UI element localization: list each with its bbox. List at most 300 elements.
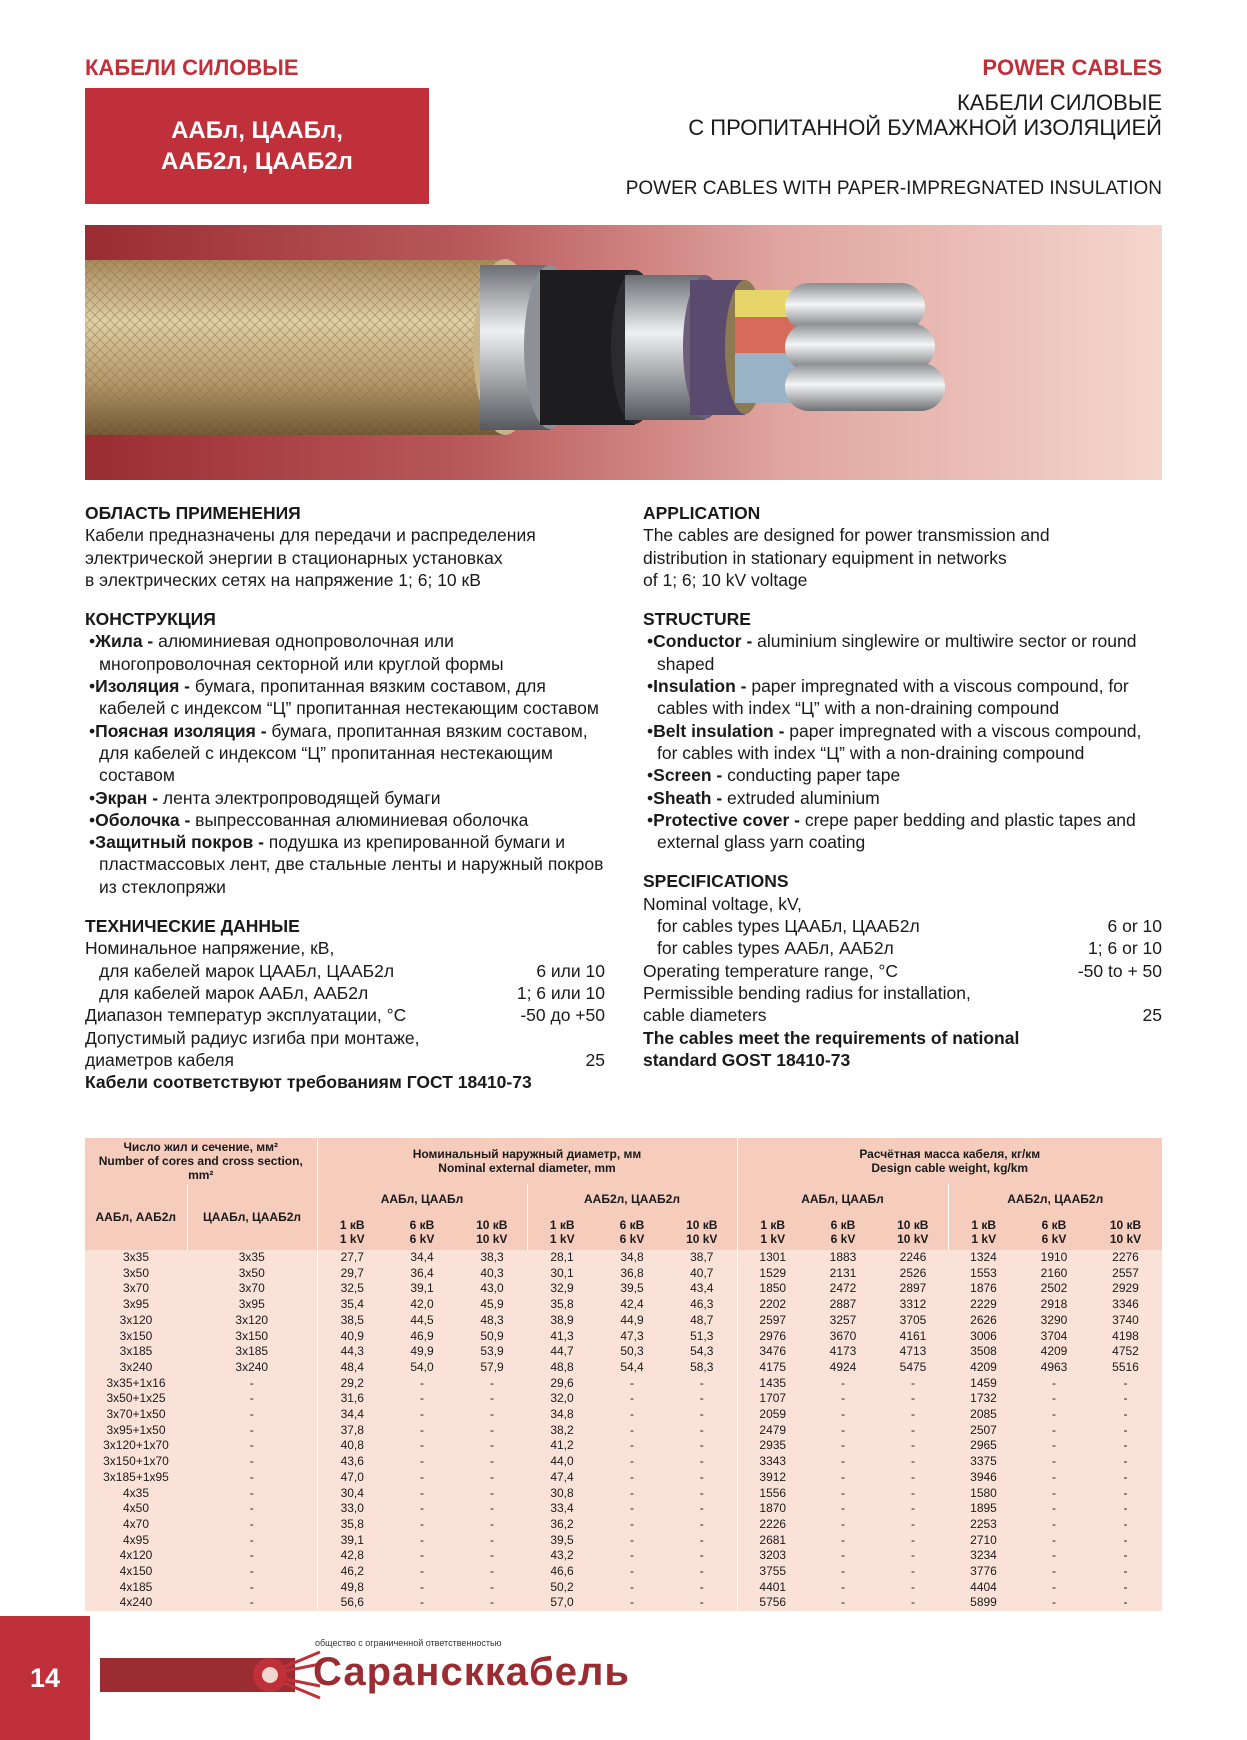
ru-column: ОБЛАСТЬ ПРИМЕНЕНИЯ Кабели предназначены для передачи и распределения электрической энергии в стационарных установках в электрических сетях на напряжение 1; 6; 10 кВ КОНСТРУКЦИЯ •Жила - алюминиевая однопроволочная или многопроволочная секторной или круглой формы •Изоляция - бумага, пропитанная вязким составом, для кабелей с индексом “Ц” пропитанная нестекающим составом •Поясная изоляция - бумага, пропитанная вязким составом, для кабелей с индексом “Ц” пропитанная нестекающим составом •Экран - лента электропроводящей бумаги •Оболочка - выпрессованная алюминиевая оболочка •Защитный покров - подушка из крепированной бумаги и пластмассовых лент, две стальные ленты и наружный покров из стеклопряжи ТЕХНИЧЕСКИЕ ДАННЫЕ Номинальное напряжение, кВ, для кабелей марок ЦААБл, ЦААБ2л 6 или 10 для кабелей марок ААБл, ААБ2л 1; 6 или 10 Диапазон температур эксплуатации, °С -50 до +50 Допустимый радиус изгиба при монтаже, диаметров кабеля 25 Кабели соответствуют требованиям ГОСТ 18410-73 [85,503,605,1093]
table-cell: - [1123,1579,1128,1594]
voltage-header: 1 кВ 1 kV [948,1214,1019,1250]
table-cell: - [630,1422,634,1437]
voltage-header: 10 кВ 10 kV [457,1214,527,1250]
table-cell: 4924 [829,1359,857,1374]
table-cell: 32,5 [340,1281,364,1296]
table-row [85,1564,1162,1580]
table-cell: - [187,1486,317,1502]
table-cell: 3912 [759,1469,787,1484]
ru-gost-note: Кабели соответствуют требованиям ГОСТ 18410-73 [85,1072,532,1093]
table-cell: 41,2 [550,1438,574,1453]
table-cell: 3704 [1040,1328,1068,1343]
table-cell: - [490,1375,494,1390]
table-cell: 40,8 [340,1438,364,1453]
table-cell: 4х185 [119,1579,153,1594]
table-cell: 3х120 [119,1312,153,1327]
table-cell: 3х185 [187,1344,317,1360]
table-cell: - [911,1564,915,1579]
table-cell: 57,0 [550,1595,574,1610]
table-cell: 2526 [899,1265,927,1280]
table-cell: 2929 [1112,1281,1139,1296]
table-cell: 38,5 [340,1312,364,1327]
table-cell: 2681 [759,1532,787,1547]
table-cell: 4404 [970,1579,997,1594]
table-cell: - [490,1438,494,1453]
list-item: •Экран - лента электропроводящей бумаги [89,787,441,808]
table-cell: 40,7 [667,1266,737,1282]
table-cell: 1876 [970,1281,997,1296]
section-title-en: POWER CABLES [982,55,1162,80]
company-logo [95,1630,695,1720]
table-cell: - [841,1579,845,1594]
table-cell: - [841,1407,845,1422]
table-cell: - [1052,1485,1056,1500]
table-cell: 3х120+1х70 [103,1438,169,1453]
table-cell: 3257 [829,1312,857,1327]
table-cell: - [1052,1407,1056,1422]
table-cell: - [490,1595,494,1610]
table-cell: - [1052,1579,1056,1594]
table-cell: - [420,1422,424,1437]
table-cell: 54,3 [667,1344,737,1360]
table-cell: - [1052,1548,1056,1563]
table-row [85,1281,1162,1297]
table-cell: 4752 [1112,1344,1139,1359]
table-cell: 34,4 [410,1250,434,1264]
list-item: •Поясная изоляция - бумага, пропитанная вязким составом, для кабелей с индексом “Ц” пропитанная нестекающим составом [89,720,588,786]
table-cell: 2085 [970,1407,997,1422]
table-cell: 3х70 [187,1281,317,1297]
table-cell: 38,3 [480,1250,504,1264]
table-cell: 48,3 [480,1312,504,1327]
list-item: •Conductor - aluminium singlewire or multiwire sector or round shaped [647,631,1137,674]
table-cell: 36,4 [410,1265,434,1280]
table-cell: 43,6 [340,1454,364,1469]
table-row [85,1407,1162,1423]
table-cell: - [490,1564,494,1579]
table-cell: 3006 [970,1328,997,1343]
table-cell: - [841,1422,845,1437]
table-cell: 29,7 [340,1265,364,1280]
table-cell: 46,2 [340,1564,364,1579]
table-row [85,1360,1162,1376]
voltage-header: 6 кВ 6 kV [597,1214,667,1250]
table-cell: 39,1 [340,1532,364,1547]
table-cell: 1553 [970,1265,997,1280]
table-cell: 40,9 [340,1328,364,1343]
table-cell: 34,8 [620,1250,644,1264]
table-cell: 44,0 [550,1454,574,1469]
table-cell: - [490,1501,494,1516]
table-cell: - [1052,1422,1056,1437]
table-cell: 45,9 [480,1297,504,1312]
table-cell: - [490,1485,494,1500]
table-cell: 46,3 [667,1297,737,1313]
table-cell: 3х70+1х50 [106,1407,166,1422]
table-cell: - [1052,1501,1056,1516]
voltage-header: 1 кВ 1 kV [737,1214,808,1250]
table-cell: 3375 [970,1454,997,1469]
table-cell: - [1052,1438,1056,1453]
table-cell: 54,4 [620,1359,644,1374]
table-row [85,1595,1162,1611]
table-cell: - [490,1422,494,1437]
table-cell: 48,7 [667,1313,737,1329]
header-mass: Расчётная масса кабеля, кг/км Design cable weight, kg/km [737,1138,1162,1184]
voltage-header: 10 кВ 10 kV [1089,1214,1162,1250]
brand-line-1: ААБл, ЦААБл, [171,117,343,144]
table-cell: 2472 [829,1281,857,1296]
table-cell: - [667,1470,737,1486]
table-cell: 4х120 [119,1548,153,1563]
table-cell: 3х150 [119,1328,153,1343]
table-cell: 3755 [759,1564,787,1579]
table-cell: - [187,1391,317,1407]
ru-spec-title: ТЕХНИЧЕСКИЕ ДАННЫЕ [85,916,300,937]
table-cell: 1324 [970,1250,997,1264]
table-cell: 49,8 [340,1579,364,1594]
table-cell: 3х150 [187,1329,317,1345]
table-cell: 42,0 [410,1297,434,1312]
table-cell: - [1123,1469,1128,1484]
table-cell: 48,8 [550,1359,574,1374]
table-cell: 30,1 [550,1265,574,1280]
table-cell: 28,1 [550,1250,574,1264]
table-cell: - [187,1533,317,1549]
table-cell: - [841,1438,845,1453]
table-cell: 4175 [759,1359,787,1374]
table-cell: 3203 [759,1548,787,1563]
table-cell: 4963 [1040,1359,1068,1374]
table-cell: - [187,1517,317,1533]
table-cell: 3290 [1040,1312,1068,1327]
table-cell: - [630,1454,634,1469]
voltage-header: 10 кВ 10 kV [878,1214,948,1250]
table-cell: 4401 [759,1579,787,1594]
table-cell: - [187,1548,317,1564]
subtitle-ru: КАБЕЛИ СИЛОВЫЕ С ПРОПИТАННОЙ БУМАЖНОЙ ИЗОЛЯЦИЕЙ [688,90,1162,140]
table-cell: 29,2 [340,1375,364,1390]
table-cell: 2131 [829,1265,857,1280]
table-cell: 1850 [759,1281,787,1296]
table-cell: 40,3 [480,1265,504,1280]
list-item: •Защитный покров - подушка из крепированной бумаги и пластмассовых лент, две стальные ленты и наружный покров из стеклопряжи [89,832,604,897]
ru-structure-title: КОНСТРУКЦИЯ [85,609,216,630]
table-cell: - [911,1485,915,1500]
table-cell: - [187,1564,317,1580]
table-cell: - [1052,1516,1056,1531]
subtitle-en: POWER CABLES WITH PAPER-IMPREGNATED INSULATION [625,178,1162,199]
table-cell: 30,8 [550,1485,574,1500]
table-cell: - [667,1595,737,1611]
table-row [85,1501,1162,1517]
table-cell: - [667,1533,737,1549]
table-cell: - [630,1501,634,1516]
table-cell: - [841,1595,845,1610]
table-cell: - [1123,1595,1128,1610]
table-cell: 41,3 [550,1328,574,1343]
table-cell: 47,4 [550,1469,574,1484]
table-cell: 2229 [970,1297,997,1312]
voltage-header: 6 кВ 6 kV [387,1214,457,1250]
table-cell: - [490,1579,494,1594]
table-cell: - [630,1391,634,1406]
table-cell: 3х35+1х16 [106,1375,166,1390]
table-cell: 47,0 [340,1469,364,1484]
table-cell: - [841,1469,845,1484]
table-cell: - [420,1454,424,1469]
en-structure-title: STRUCTURE [643,609,751,630]
en-application-title: APPLICATION [643,503,761,523]
table-cell: 1870 [759,1501,787,1516]
table-cell: - [911,1532,915,1547]
table-cell: - [1052,1532,1056,1547]
table-cell: - [1123,1422,1128,1437]
table-cell: 3х50+1х25 [106,1391,166,1406]
table-cell: - [911,1391,915,1406]
table-cell: 4173 [829,1344,857,1359]
table-cell: 48,4 [340,1359,364,1374]
table-cell: 31,6 [340,1391,364,1406]
table-cell: - [841,1454,845,1469]
table-row [85,1454,1162,1470]
table-cell: - [911,1579,915,1594]
table-cell: - [490,1454,494,1469]
table-cell: 36,8 [620,1265,644,1280]
table-cell: - [841,1501,845,1516]
table-cell: 32,9 [550,1281,574,1296]
table-cell: 42,8 [340,1548,364,1563]
table-cell: 3х35 [122,1250,150,1264]
table-cell: 4х50 [122,1501,150,1516]
table-cell: 3х185+1х95 [103,1469,169,1484]
table-cell: 5756 [759,1595,787,1610]
table-cell: - [667,1423,737,1439]
table-cell: 43,4 [667,1281,737,1297]
table-cell: - [1052,1454,1056,1469]
table-cell: 3х50 [187,1266,317,1282]
table-row [85,1329,1162,1345]
table-cell: - [1123,1516,1128,1531]
table-cell: - [667,1454,737,1470]
header-caabl: ЦААБл, ЦААБ2л [187,1184,317,1250]
table-cell: - [1052,1469,1056,1484]
table-cell: - [630,1548,634,1563]
table-cell: - [911,1407,915,1422]
table-cell: - [667,1564,737,1580]
table-cell: 2557 [1112,1265,1139,1280]
en-gost-note-1: The cables meet the requirements of national [643,1027,1020,1048]
table-cell: 38,2 [550,1422,574,1437]
voltage-header: 6 кВ 6 kV [1019,1214,1089,1250]
table-cell: 1707 [759,1391,787,1406]
table-cell: 2160 [1040,1265,1068,1280]
table-cell: 34,8 [550,1407,574,1422]
table-cell: - [420,1407,424,1422]
table-cell: 2918 [1040,1297,1068,1312]
table-cell: 38,9 [550,1312,574,1327]
table-cell: 3х95+1х50 [106,1422,166,1437]
table-cell: - [911,1516,915,1531]
table-row [85,1580,1162,1596]
en-gost-note-2: standard GOST 18410-73 [643,1049,851,1070]
list-item: •Belt insulation - paper impregnated with a viscous compound, for cables with index “Ц” with a non-draining compound [647,720,1142,763]
table-cell: - [667,1517,737,1533]
table-cell: 4х150 [119,1564,153,1579]
list-item: •Жила - алюминиевая однопроволочная или многопроволочная секторной или круглой формы [89,631,504,674]
table-cell: 30,4 [340,1485,364,1500]
table-cell: 46,9 [410,1328,434,1343]
table-cell: 2502 [1040,1281,1068,1296]
table-cell: 1580 [970,1485,997,1500]
table-cell: 3х185 [119,1344,153,1359]
table-cell: - [667,1501,737,1517]
company-subtitle: общество с ограниченной ответственностью [315,1638,502,1648]
table-cell: 2507 [970,1422,997,1437]
table-cell: - [911,1501,915,1516]
table-row [85,1548,1162,1564]
table-row [85,1266,1162,1282]
table-cell: 3х240 [187,1360,317,1376]
table-cell: - [1052,1375,1056,1390]
table-cell: 4209 [1040,1344,1068,1359]
table-row [85,1470,1162,1486]
table-cell: 5516 [1112,1359,1139,1374]
table-cell: - [420,1516,424,1531]
table-cell: 2253 [970,1516,997,1531]
table-cell: - [667,1438,737,1454]
table-cell: - [420,1501,424,1516]
table-cell: - [1123,1375,1128,1390]
table-cell: - [1123,1485,1128,1500]
table-cell: - [420,1391,424,1406]
table-cell: 2976 [759,1328,787,1343]
table-cell: 3343 [759,1454,787,1469]
table-cell: 3670 [829,1328,857,1343]
table-cell: - [187,1376,317,1392]
table-cell: 49,9 [410,1344,434,1359]
table-cell: 3х50 [122,1265,150,1280]
table-row [85,1376,1162,1392]
table-cell: 44,9 [620,1312,644,1327]
table-cell: 44,7 [550,1344,574,1359]
table-cell: 1895 [970,1501,997,1516]
table-cell: 1529 [759,1265,787,1280]
table-cell: 2710 [970,1532,997,1547]
table-cell: 4161 [899,1328,927,1343]
table-cell: 4х95 [122,1532,150,1547]
table-cell: - [187,1501,317,1517]
table-cell: 5899 [970,1595,997,1610]
table-cell: - [911,1454,915,1469]
table-cell: - [1052,1564,1056,1579]
table-cell: - [420,1579,424,1594]
table-cell: 29,6 [550,1375,574,1390]
table-cell: - [1123,1391,1128,1406]
table-cell: - [420,1564,424,1579]
table-cell: - [911,1595,915,1610]
table-cell: 33,0 [340,1501,364,1516]
table-row [85,1486,1162,1502]
page-number: 14 [0,1616,90,1740]
list-item: •Screen - conducting paper tape [647,765,901,786]
table-cell: - [1123,1454,1128,1469]
table-cell: 4713 [899,1344,927,1359]
table-cell: - [420,1375,424,1390]
table-cell: - [1052,1595,1056,1610]
table-cell: - [420,1532,424,1547]
list-item: •Insulation - paper impregnated with a viscous compound, for cables with index “Ц” with a non-draining compound [647,676,1129,719]
table-row [85,1423,1162,1439]
table-row [85,1391,1162,1407]
table-cell: 2202 [759,1297,787,1312]
table-cell: - [841,1516,845,1531]
table-cell: 34,4 [340,1407,364,1422]
table-cell: 50,3 [620,1344,644,1359]
table-cell: 3х120 [187,1313,317,1329]
company-name: Сарансккабель [313,1650,630,1694]
table-cell: 38,7 [667,1250,737,1266]
table-cell: - [187,1438,317,1454]
table-cell: 2935 [759,1438,787,1453]
table-cell: - [490,1407,494,1422]
table-cell: - [187,1423,317,1439]
section-title-ru: КАБЕЛИ СИЛОВЫЕ [85,55,299,80]
table-cell: - [911,1375,915,1390]
header-diameter: Номинальный наружный диаметр, мм Nominal external diameter, mm [317,1138,737,1184]
table-cell: - [630,1438,634,1453]
table-cell: - [187,1595,317,1611]
table-cell: - [1123,1548,1128,1563]
cable-logo-icon [95,1640,325,1710]
table-cell: - [420,1485,424,1500]
table-cell: - [1052,1391,1056,1406]
table-cell: 2897 [899,1281,927,1296]
table-cell: - [420,1469,424,1484]
table-cell: 3х240 [119,1359,153,1374]
table-cell: - [841,1564,845,1579]
cable-data-table: Число жил и сечение, мм² Number of cores and cross section, mm² Номинальный наружный диаметр, мм Nominal external diameter, mm Расчётная масса кабеля, кг/км Design cable weight, kg/km ААБл, ААБ2л ЦААБл, ЦААБ2л ААБл, ЦААБл ААБ2л, ЦААБ2л ААБл, ЦААБл ААБ2л, ЦААБ2л 1 кВ 1 kV 6 кВ 6 kV 10 кВ 10 kV 1 кВ 1 kV 6 кВ 6 kV 10 кВ 10 kV 1 кВ 1 kV 6 кВ 6 kV 10 кВ 10 kV 1 кВ 1 kV 6 кВ 6 kV 10 кВ 10 kV 3х35 3х35 27,7 34,4 38,3 28,1 34,8 38,7 1301 1883 2246 1324 1910 2276 3х50 3х50 29,7 36,4 40,3 30,1 36,8 40,7 1529 2131 2526 1553 2160 2557 3х70 3х70 32,5 39,1 43,0 32,9 39,5 43,4 1850 2472 2897 1876 2502 2929 3х95 3х95 35,4 42,0 45,9 35,8 42,4 46,3 2202 2887 3312 2229 2918 3346 3х120 3х120 38,5 44,5 48,3 38,9 44,9 48,7 2597 3257 3705 2626 3290 3740 3х150 3х150 40,9 46,9 50,9 41,3 47,3 51,3 2976 3670 4161 3006 3704 4198 3х185 3х185 44,3 49,9 53,9 44,7 50,3 54,3 3476 4173 4713 3508 4209 4752 3х240 3х240 48,4 54,0 57,9 48,8 54,4 58,3 4175 4924 5475 4209 4963 5516 3х35+1х16 - 29,2 - - 29,6 - - 1435 - - 1459 - - 3х50+1х25 - 31,6 - - 32,0 - - 1707 - - 1732 - - 3х70+1х50 - 34,4 - - 34,8 - - 2059 - - 2085 - - 3х95+1х50 - 37,8 - - 38,2 - - 2479 - - 2507 - - 3х120+1х70 - 40,8 - - 41,2 - - 2935 - - 2965 - - 3х150+1х70 - 43,6 - - 44,0 - - 3343 - - 3375 - - 3х185+1х95 - 47,0 - - 47,4 - - 3912 - - 3946 - - 4х35 - 30,4 - - 30,8 - - 1556 - - 1580 - - 4х50 - 33,0 - - 33,4 - - 1870 - - 1895 - - 4х70 - 35,8 - - 36,2 - - 2226 - - 2253 - - 4х95 - 39,1 - - 39,5 - - 2681 - - 2710 - - 4х120 - 42,8 - - 43,2 - - 3203 - - 3234 - - 4х150 - 46,2 - - 46,6 - - 3755 - - 3776 - - 4х185 - 49,8 - - 50,2 - - 4401 - - 4404 - - 4х240 - 56,6 - - 57,0 - - 5756 - - 5899 - - [85,1138,1162,1611]
table-cell: - [911,1548,915,1563]
voltage-header: 6 кВ 6 kV [808,1214,878,1250]
table-cell: - [841,1391,845,1406]
list-item: •Изоляция - бумага, пропитанная вязким составом, для кабелей с индексом “Ц” пропитанная нестекающим составом [89,676,599,719]
voltage-header: 10 кВ 10 kV [667,1214,737,1250]
table-cell: - [630,1564,634,1579]
table-cell: 4198 [1112,1328,1139,1343]
table-cell: 42,4 [620,1297,644,1312]
table-cell: 3х35 [187,1250,317,1266]
cable-photo-banner [85,225,1162,480]
table-cell: 2479 [759,1422,787,1437]
table-cell: 1732 [970,1391,997,1406]
table-cell: 39,5 [550,1532,574,1547]
table-cell: - [420,1595,424,1610]
table-cell: 35,4 [340,1297,364,1312]
table-cell: 35,8 [550,1297,574,1312]
table-cell: - [490,1391,494,1406]
table-cell: - [667,1391,737,1407]
table-cell: 2597 [759,1312,787,1327]
table-cell: - [420,1438,424,1453]
table-row [85,1313,1162,1329]
table-cell: 44,5 [410,1312,434,1327]
table-cell: - [187,1470,317,1486]
table-cell: - [630,1579,634,1594]
table-cell: 46,6 [550,1564,574,1579]
table-cell: 57,9 [480,1359,504,1374]
table-cell: 3476 [759,1344,787,1359]
